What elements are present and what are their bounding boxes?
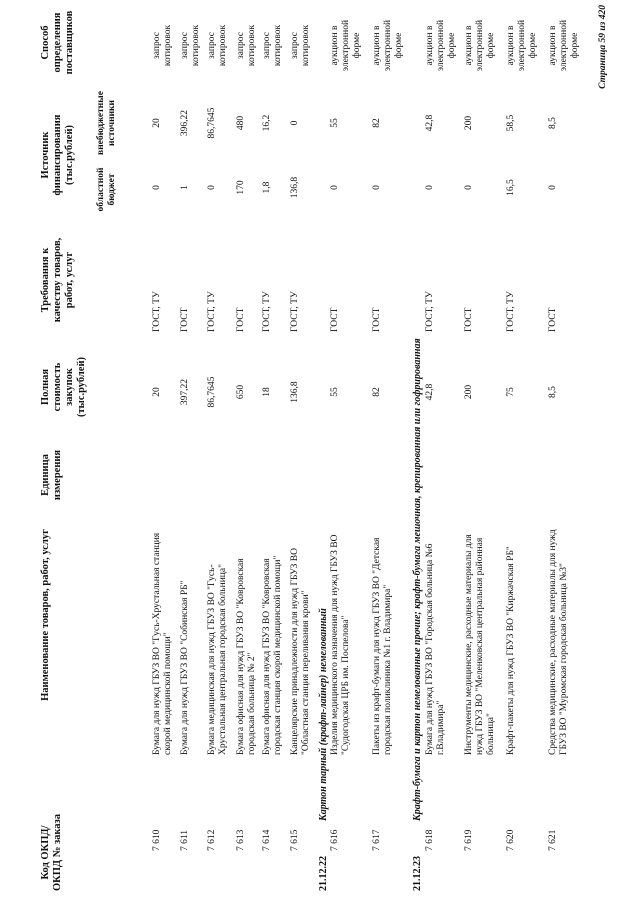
row-method: запрос котировок (207, 24, 228, 67)
row-requirements: ГОСТ, ТУ (290, 291, 300, 332)
section-code: 21.12.23 (412, 856, 423, 891)
row-name: Пакеты из крафт-бумаги для нужд ГБУЗ ВО "Детская городская поликлиника №1 г. Владимира" (372, 537, 393, 755)
row-requirements: ГОСТ (548, 307, 558, 332)
row-source-regional: 0 (464, 185, 474, 190)
row-cost: 8,5 (548, 386, 558, 398)
row-source-extra: 86,7645 (207, 107, 217, 139)
section-code: 21.12.22 (318, 856, 329, 891)
row-requirements: ГОСТ, ТУ (262, 291, 272, 332)
col-header-cost: Полная стоимость закупок (тыс.рублей) (40, 356, 88, 418)
row-cost: 200 (464, 384, 474, 400)
row-cost: 86,7645 (207, 376, 217, 408)
row-code: 7 620 (506, 829, 516, 851)
row-cost: 136,8 (290, 381, 300, 403)
section-title: Крафт-бумага и картон немелованные прочие; крафт-бумага мешочная, крепированная или гофрированная (412, 338, 423, 821)
col-header-method: Способ определения поставщиков (40, 10, 76, 75)
row-cost: 650 (236, 384, 246, 400)
row-source-extra: 42,8 (425, 114, 435, 132)
row-method: запрос котировок (180, 24, 201, 67)
row-name: Бумага медицинская для нужд ГБУЗ ВО "Гусь-Хрустальная центральная городская больница" (207, 564, 228, 755)
section-title: Картон тарный (крафт-лайнер) немелованный (318, 608, 329, 821)
row-requirements: ГОСТ, ТУ (425, 291, 435, 332)
row-name: Бумага офисная для нужд ГБУЗ ВО "Ковровская городская станция скорой медицинской помощи" (262, 555, 283, 755)
row-cost: 55 (330, 387, 340, 397)
row-source-extra: 396,22 (180, 109, 190, 137)
row-code: 7 614 (262, 829, 272, 851)
row-source-extra: 58,5 (506, 114, 516, 132)
row-cost: 397,22 (180, 378, 190, 406)
col-header-source-extra: внебюджетные источники (96, 91, 117, 155)
row-name: Крафт-пакеты для нужд ГБУЗ ВО "Киржачская РБ" (506, 546, 516, 755)
row-method: аукцион в электронной форме (506, 19, 538, 72)
row-method: запрос котировок (236, 24, 257, 67)
row-source-regional: 1 (180, 185, 190, 190)
row-code: 7 613 (236, 829, 246, 851)
col-header-code: Код ОКПД/ ОКПД № заказа (40, 813, 64, 892)
row-method: аукцион в электронной форме (548, 19, 580, 72)
row-cost: 18 (262, 387, 272, 397)
col-header-requirements: Требования к качеству товаров, работ, услуг (40, 237, 76, 323)
row-source-regional: 1,8 (262, 181, 272, 194)
row-source-extra: 55 (330, 118, 340, 128)
row-source-regional: 0 (548, 185, 558, 190)
row-method: аукцион в электронной форме (464, 19, 496, 72)
col-header-source-regional: областной бюджет (96, 167, 117, 212)
row-name: Бумага офисная для нужд ГБУЗ ВО "Ковровская городская больница № 2" (236, 558, 257, 755)
row-code: 7 610 (152, 829, 162, 851)
row-source-regional: 0 (425, 185, 435, 190)
row-method: аукцион в электронной форме (330, 19, 362, 72)
row-name: Средства медицинские, расходные материалы для нужд ГБУЗ ВО "Муромская городская больница №3" (548, 529, 569, 755)
row-source-extra: 200 (464, 115, 474, 131)
row-requirements: ГОСТ, ТУ (152, 291, 162, 332)
row-source-regional: 0 (152, 185, 162, 190)
row-source-extra: 480 (236, 115, 246, 131)
row-code: 7 612 (207, 829, 217, 851)
row-requirements: ГОСТ (180, 307, 190, 332)
row-source-regional: 16,5 (506, 179, 516, 196)
row-name: Бумага для нужд ГБУЗ ВО "Собинская РБ" (180, 580, 190, 755)
row-requirements: ГОСТ, ТУ (506, 291, 516, 332)
row-code: 7 618 (425, 829, 435, 851)
row-source-regional: 0 (330, 185, 340, 190)
row-cost: 82 (372, 387, 382, 397)
row-requirements: ГОСТ (464, 307, 474, 332)
col-header-name: Наименование товаров, работ, услуг (40, 529, 51, 701)
row-code: 7 615 (290, 829, 300, 851)
row-source-extra: 8,5 (548, 117, 558, 129)
row-code: 7 617 (372, 829, 382, 851)
row-method: запрос котировок (262, 24, 283, 67)
row-code: 7 621 (548, 829, 558, 851)
col-header-unit: Единица измерения (40, 449, 64, 501)
row-source-regional: 170 (236, 180, 246, 195)
row-requirements: ГОСТ (236, 307, 246, 332)
row-name: Бумага для нужд ГБУЗ ВО "Гусь-Хрустальная станция скорой медицинской помощи" (152, 532, 173, 755)
row-source-extra: 20 (152, 118, 162, 128)
row-code: 7 619 (464, 829, 474, 851)
row-source-regional: 0 (207, 185, 217, 190)
row-cost: 75 (506, 387, 516, 397)
row-code: 7 616 (330, 829, 340, 851)
row-name: Инструменты медицинские, расходные материалы для нужд ГБУЗ ВО "Меленковская центральная районная больница" (464, 534, 496, 755)
row-method: запрос котировок (290, 24, 311, 67)
row-requirements: ГОСТ (372, 307, 382, 332)
row-method: запрос котировок (152, 24, 173, 67)
page-number: Страница 59 из 420 (598, 5, 608, 89)
row-method: аукцион в электронной форме (372, 19, 404, 72)
row-source-extra: 82 (372, 118, 382, 128)
row-name: Изделия медицинского назначения для нужд ГБУЗ ВО "Судогодская ЦРБ им. Поспелова" (330, 534, 351, 755)
row-cost: 42,8 (425, 383, 435, 401)
row-cost: 20 (152, 387, 162, 397)
row-code: 7 611 (180, 829, 190, 851)
row-source-regional: 136,8 (290, 176, 300, 199)
row-requirements: ГОСТ (330, 307, 340, 332)
row-name: Бумага для нужд ГБУЗ ВО "Городская больница №6 г.Владимира" (425, 543, 446, 755)
row-source-regional: 0 (372, 185, 382, 190)
row-method: аукцион в электронной форме (425, 19, 457, 72)
row-name: Канцелярские принадлежности для нужд ГБУЗ ВО "Областная станция переливания крови" (290, 548, 311, 755)
row-requirements: ГОСТ, ТУ (207, 291, 217, 332)
row-source-extra: 16,2 (262, 114, 272, 132)
row-source-extra: 0 (290, 120, 300, 126)
col-header-source: Источник финансирования (тыс.рублей) (40, 114, 76, 196)
